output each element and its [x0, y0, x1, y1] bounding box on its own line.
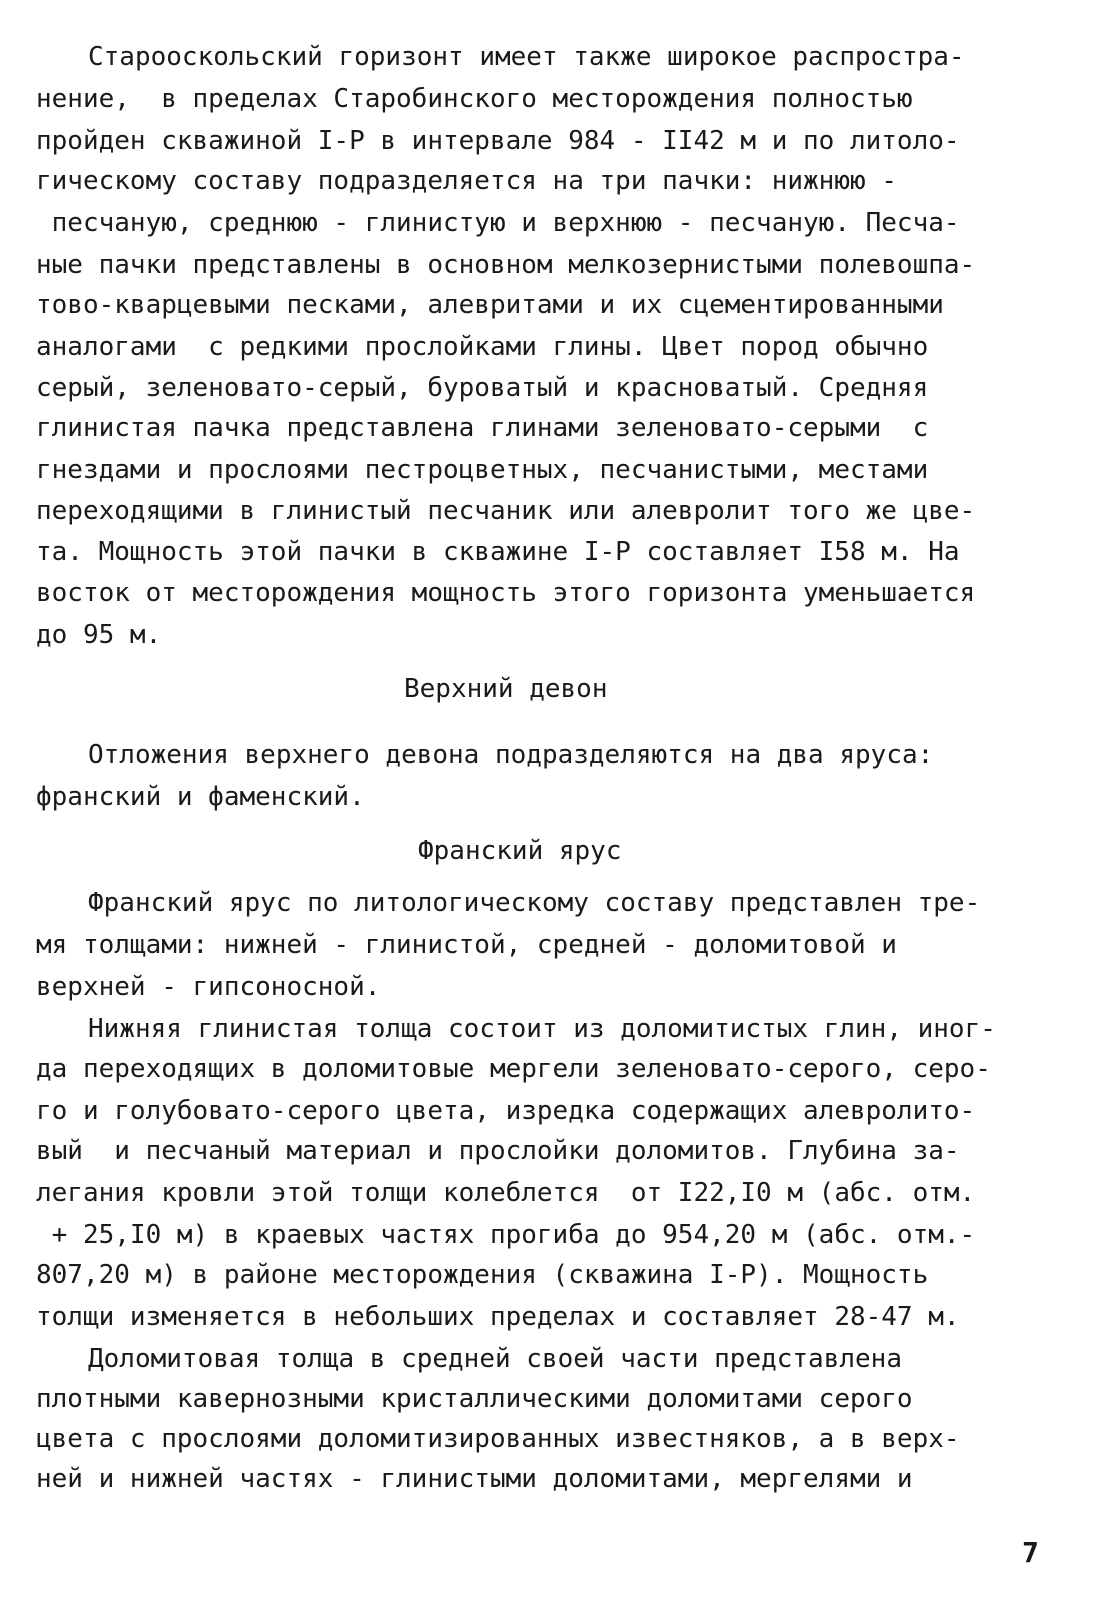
text-line: Старооскольский горизонт имеет также широкое распростра-: [88, 42, 965, 72]
section-heading: Верхний девон: [404, 674, 608, 704]
text-line: Франский ярус по литологическому составу представлен тре-: [88, 888, 981, 918]
text-line: + 25,I0 м) в краевых частях прогиба до 954,20 м (абс. отм.-: [36, 1220, 976, 1250]
text-line: переходящими в глинистый песчаник или алевролит того же цве-: [36, 496, 976, 526]
text-line: нение, в пределах Старобинского месторождения полностью: [36, 84, 913, 114]
text-line: серый, зеленовато-серый, буроватый и красноватый. Средняя: [36, 373, 929, 403]
text-line: до 95 м.: [36, 620, 162, 650]
text-line: гнездами и прослоями пестроцветных, песчанистыми, местами: [36, 455, 929, 485]
text-line: Нижняя глинистая толща состоит из доломитистых глин, иног-: [88, 1014, 996, 1044]
subsection-heading: Франский ярус: [418, 836, 622, 866]
text-line: восток от месторождения мощность этого горизонта уменьшается: [36, 578, 976, 608]
text-line: Доломитовая толща в средней своей части представлена: [88, 1344, 902, 1374]
text-line: плотными кавернозными кристаллическими доломитами серого: [36, 1384, 913, 1414]
text-line: пройден скважиной I-Р в интервале 984 - II42 м и по литоло-: [36, 126, 960, 156]
text-line: песчаную, среднюю - глинистую и верхнюю - песчаную. Песча-: [36, 208, 960, 238]
text-line: да переходящих в доломитовые мергели зеленовато-серого, серо-: [36, 1054, 991, 1084]
text-line: ней и нижней частях - глинистыми доломитами, мергелями и: [36, 1464, 913, 1494]
page-number: 7: [1022, 1536, 1039, 1569]
text-line: гическому составу подразделяется на три пачки: нижнюю -: [36, 166, 897, 196]
text-line: тово-кварцевыми песками, алевритами и их сцементированными: [36, 290, 944, 320]
text-line: франский и фаменский.: [36, 782, 365, 812]
text-line: верхней - гипсоносной.: [36, 972, 381, 1002]
text-line: та. Мощность этой пачки в скважине I-Р составляет I58 м. На: [36, 537, 960, 567]
text-line: цвета с прослоями доломитизированных известняков, а в верх-: [36, 1424, 960, 1454]
text-line: Отложения верхнего девона подразделяются на два яруса:: [88, 740, 934, 770]
text-line: толщи изменяется в небольших пределах и составляет 28-47 м.: [36, 1302, 960, 1332]
text-line: глинистая пачка представлена глинами зеленовато-серыми с: [36, 413, 929, 443]
text-line: аналогами с редкими прослойками глины. Цвет пород обычно: [36, 332, 929, 362]
text-line: го и голубовато-серого цвета, изредка содержащих алевролито-: [36, 1096, 976, 1126]
text-line: мя толщами: нижней - глинистой, средней - доломитовой и: [36, 930, 897, 960]
text-line: 807,20 м) в районе месторождения (скважина I-Р). Мощность: [36, 1260, 929, 1290]
text-line: вый и песчаный материал и прослойки доломитов. Глубина за-: [36, 1136, 960, 1166]
text-line: ные пачки представлены в основном мелкозернистыми полевошпа-: [36, 250, 976, 280]
text-line: легания кровли этой толщи колеблется от I22,I0 м (абс. отм.: [36, 1178, 976, 1208]
